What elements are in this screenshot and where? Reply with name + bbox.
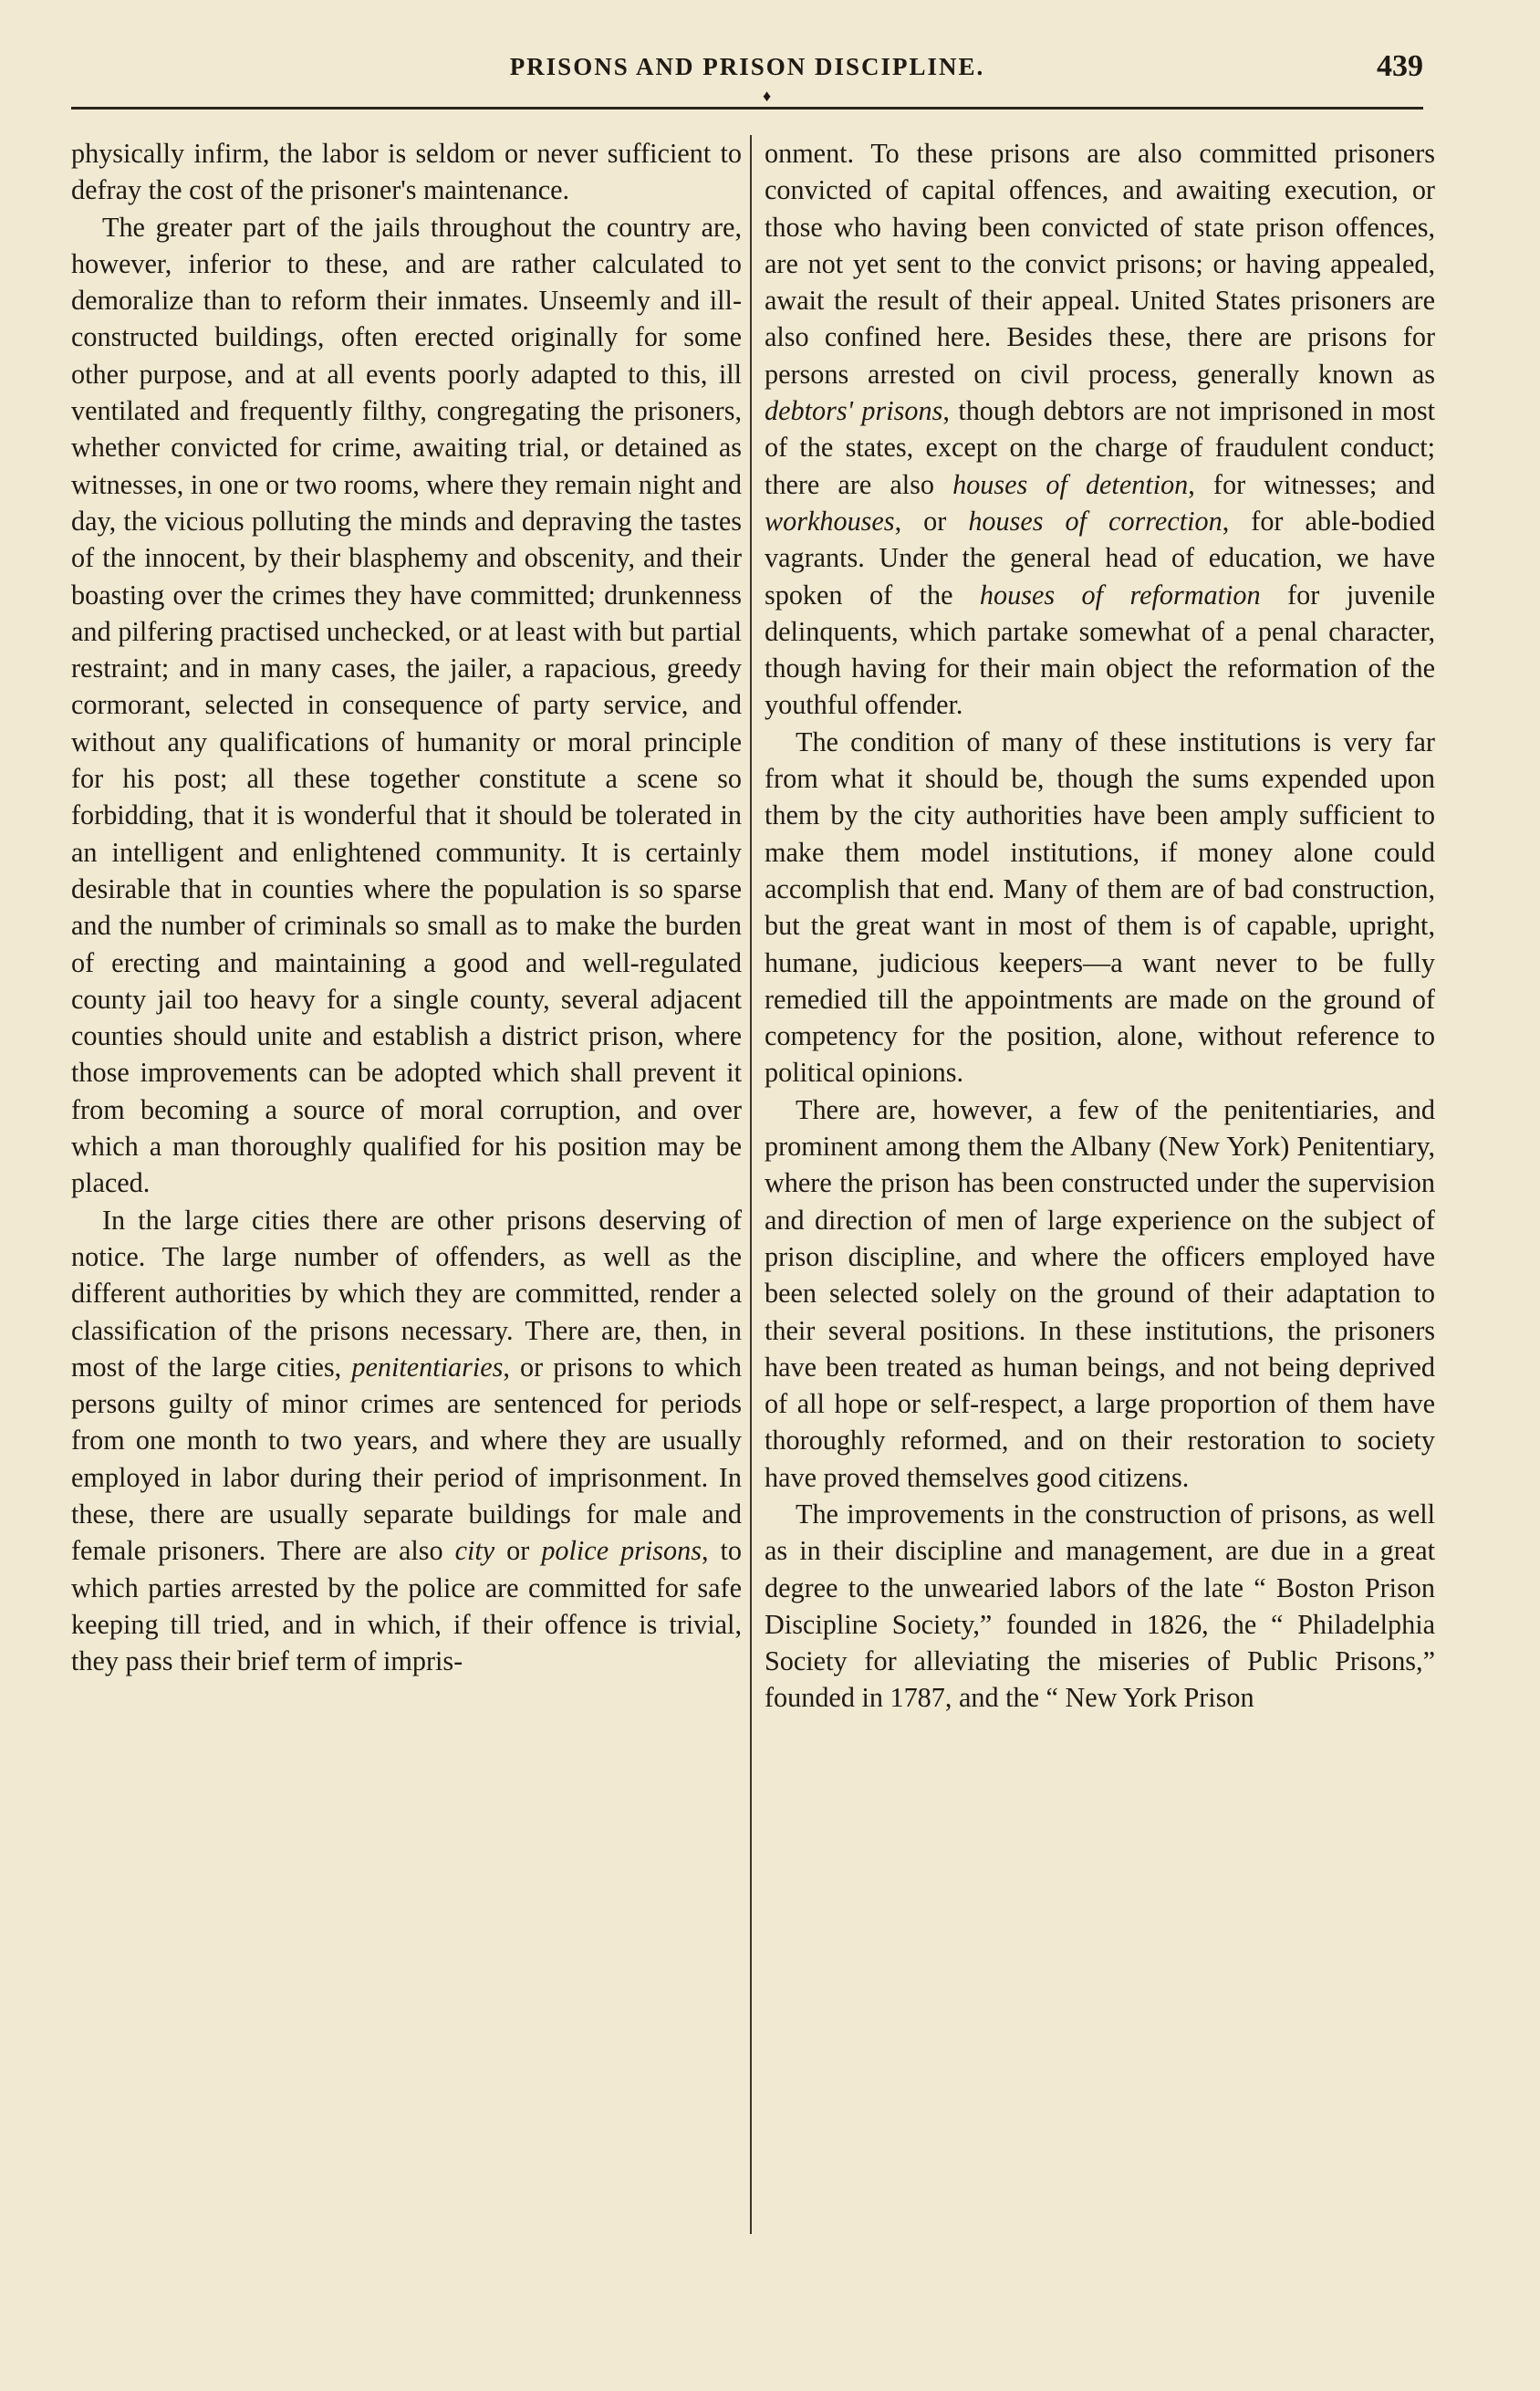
text-run: , or <box>894 505 969 537</box>
column-divider <box>750 135 752 2234</box>
italic-term: city <box>454 1535 495 1567</box>
paragraph <box>71 135 742 209</box>
paragraph <box>71 1202 742 1680</box>
text-run: In the large cities there are other prisons deserving of notice. The large number of offenders, as well as the different authorities by which they are committed, render a classification of the prisons necessary. There are, then, in most of the large cities, <box>71 1204 742 1383</box>
running-title: PRISONS AND PRISON DISCIPLINE. <box>509 53 985 80</box>
right-column <box>765 135 1435 1717</box>
italic-term: workhouses <box>765 505 895 537</box>
text-run: The condition of many of these institutions is very far from what it should be, though the sums expended upon them by the city authorities have been amply sufficient to make them model institutions, if money alone could accomplish that end. Many of them are of bad construction, but the great want in most of them is of capable, upright, humane, judicious keepers—a want never to be fully remedied till the appointments are made on the ground of competency for the position, alone, without reference to political opinions. <box>765 726 1435 1089</box>
text-run: , or prisons to which persons guilty of minor crimes are sentenced for periods from one month to two years, and where they are usually employed in labor during their period of imprisonment. In these, there are usually separate buildings for male and female prisoners. There are also <box>71 1351 742 1567</box>
text-run: There are, however, a few of the penitentiaries, and prominent among them the Albany (New York) Penitentiary, where the prison has been constructed under the supervision and direction of men of large experience on the subject of prison discipline, and where the officers employed have been selected solely on the ground of their adaptation to their several positions. In these institutions, the prisoners have been treated as human beings, and not being deprived of all hope or self-respect, a large proportion of them have thoroughly reformed, and on their restoration to society have proved themselves good citizens. <box>765 1093 1435 1493</box>
text-run: physically infirm, the labor is seldom or never sufficient to defray the cost of the prisoner's maintenance. <box>71 138 742 206</box>
ornament-glyph: ♦ <box>763 87 772 105</box>
italic-term: houses of reformation <box>979 579 1261 611</box>
page-number: 439 <box>1377 49 1423 83</box>
text-run: The greater part of the jails throughout the country are, however, inferior to these, and are rather calculated to demoralize than to reform their inmates. Unseemly and ill-constructed buildings, often erected originally for some other purpose, and at all events poorly adapted to this, ill ventilated and frequently filthy, congregating the prisoners, whether convicted for crime, awaiting trial, or detained as witnesses, in one or two rooms, where they remain night and day, the vicious polluting the minds and depraving the tastes of the innocent, by their blasphemy and obscenity, and their boasting over the crimes they have committed; drunkenness and pilfering practised unchecked, or at least with but partial restraint; and in many cases, the jailer, a rapacious, greedy cormorant, selected in consequence of party service, and without any qualifications of humanity or moral principle for his post; all these together constitute a scene so forbidding, that it is wonderful that it should be tolerated in an intelligent and enlightened community. It is certainly desirable that in counties where the population is so sparse and the number of criminals so small as to make the burden of erecting and maintaining a good and well-regulated county jail too heavy for a single county, several adjacent counties should unite and establish a district prison, where those improvements can be adopted which shall prevent it from becoming a source of moral corruption, and over which a man thoroughly qualified for his position may be placed. <box>71 211 742 1199</box>
paragraph <box>765 1091 1435 1496</box>
text-run: The improvements in the construction of prisons, as well as in their discipline and management, are due in a great degree to the unwearied labors of the late “ Boston Prison Discipline Society,” founded in 1826, the “ Philadelphia Society for alleviating the miseries of Public Prisons,” founded in 1787, and the “ New York Prison <box>765 1498 1435 1714</box>
text-run: onment. To these prisons are also committed prisoners convicted of capital offences, and awaiting execution, or those who having been convicted of state prison offences, are not yet sent to the convict prisons; or having appealed, await the result of their appeal. United States prisoners are also confined here. Besides these, there are prisons for persons arrested on civil process, generally known as <box>765 138 1435 390</box>
italic-term: penitentiaries <box>351 1351 504 1383</box>
paragraph <box>71 209 742 1202</box>
italic-term: houses of detention <box>952 468 1189 500</box>
text-run: or <box>494 1535 542 1567</box>
paragraph <box>765 724 1435 1091</box>
left-column <box>71 135 742 1679</box>
italic-term: houses of correction <box>968 505 1223 537</box>
paragraph <box>765 1496 1435 1717</box>
header-rule <box>71 107 1423 110</box>
italic-term: police prisons <box>541 1535 702 1567</box>
italic-term: debtors' prisons <box>765 395 943 427</box>
text-run: , for able-bodied vagrants. Under the general head of education, we have spoken of the <box>765 505 1435 611</box>
page-header <box>71 49 1423 89</box>
text-run: for juvenile delinquents, which partake somewhat of a penal character, though having for their main object the reformation of the youthful offender. <box>765 579 1435 721</box>
text-run: , to which parties arrested by the police are committed for safe keeping till tried, and in which, if their offence is trivial, they pass their brief term of impris- <box>71 1535 743 1677</box>
text-run: , though debtors are not imprisoned in most of the states, except on the charge of fraudulent conduct; there are also <box>765 395 1435 500</box>
text-run: , for witnesses; and <box>1188 468 1435 500</box>
paragraph <box>765 135 1435 724</box>
